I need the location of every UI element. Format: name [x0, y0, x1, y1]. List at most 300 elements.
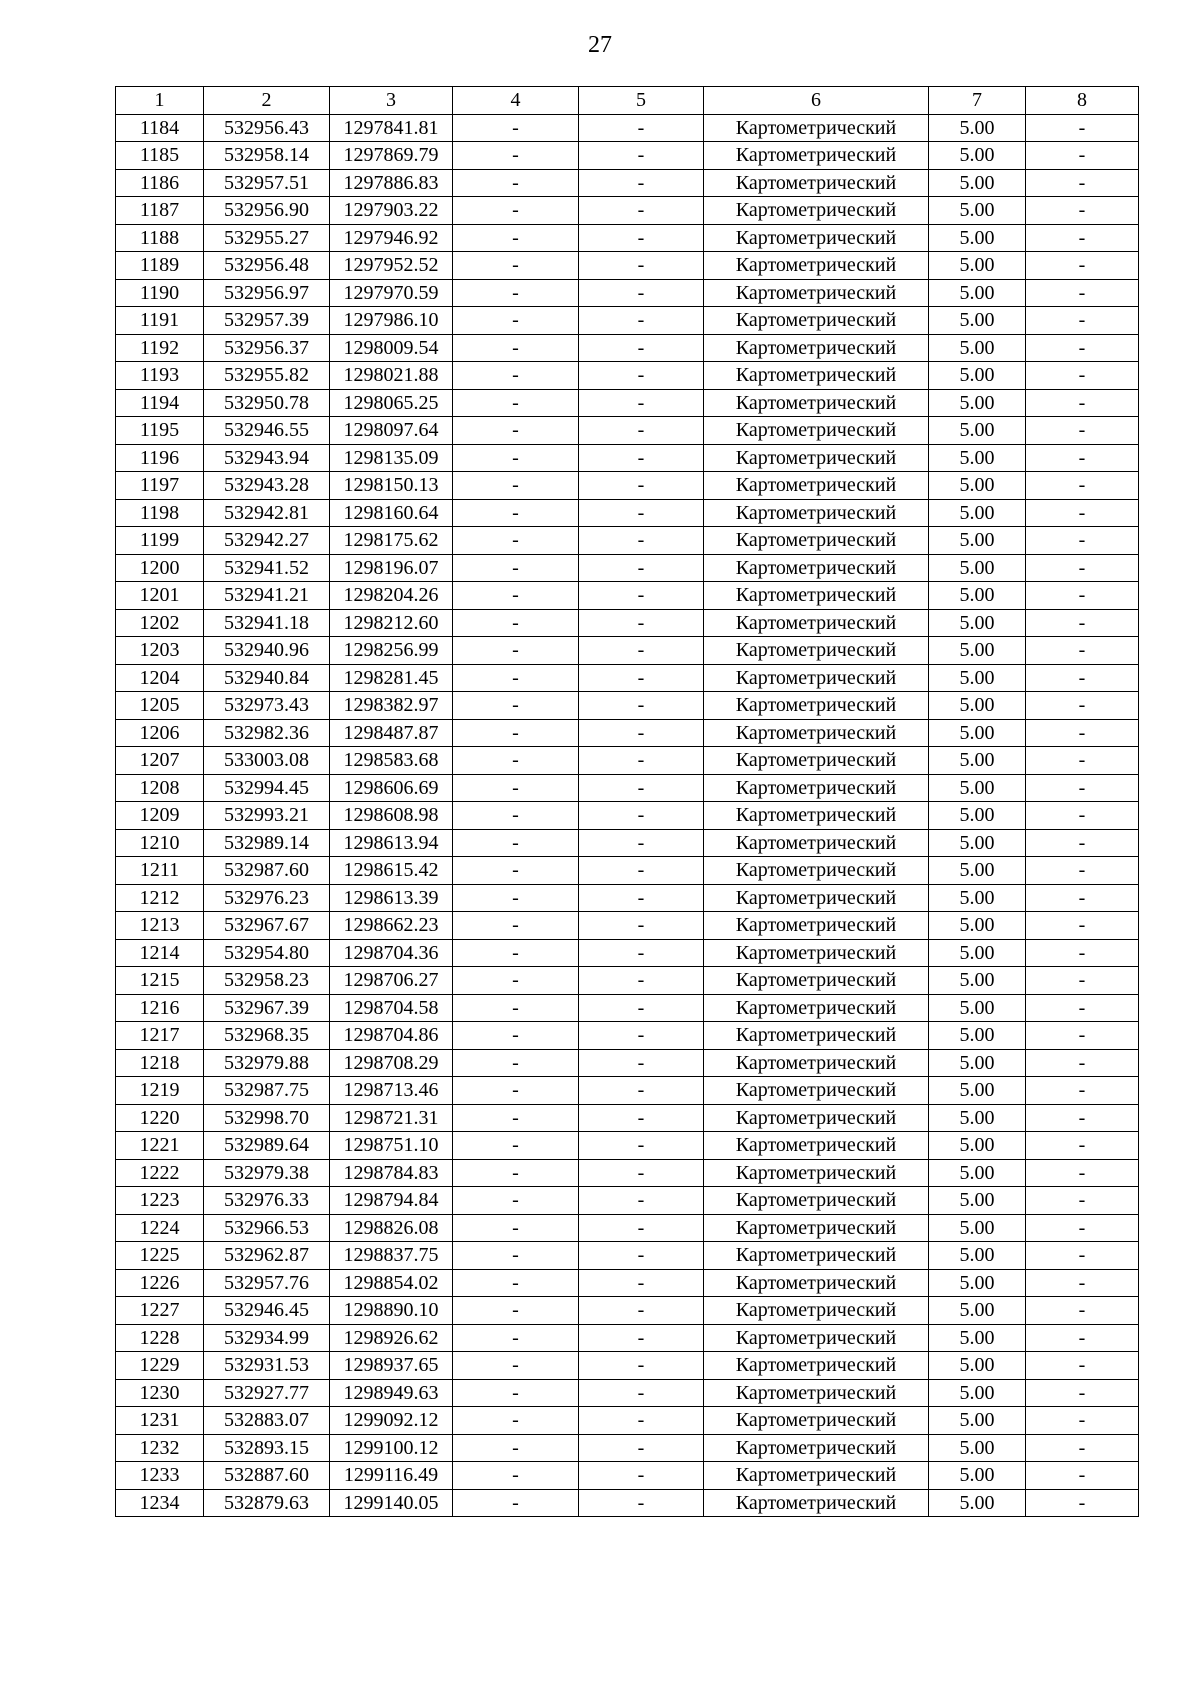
method-cell: Картометрический	[704, 307, 929, 335]
point-number-cell: 1202	[116, 609, 204, 637]
column-5-cell: -	[579, 1214, 704, 1242]
column-8-cell: -	[1026, 307, 1139, 335]
x-coordinate-cell: 532987.75	[204, 1077, 330, 1105]
column-header: 4	[453, 87, 579, 115]
table-row	[116, 527, 1139, 555]
table-row	[116, 939, 1139, 967]
column-8-cell: -	[1026, 1489, 1139, 1517]
method-cell: Картометрический	[704, 884, 929, 912]
y-coordinate-cell: 1297970.59	[330, 279, 453, 307]
column-8-cell: -	[1026, 1379, 1139, 1407]
x-coordinate-cell: 532989.14	[204, 829, 330, 857]
column-4-cell: -	[453, 1159, 579, 1187]
point-number-cell: 1192	[116, 334, 204, 362]
column-8-cell: -	[1026, 224, 1139, 252]
column-8-cell: -	[1026, 114, 1139, 142]
column-8-cell: -	[1026, 1269, 1139, 1297]
table-row	[116, 389, 1139, 417]
column-4-cell: -	[453, 1269, 579, 1297]
y-coordinate-cell: 1298583.68	[330, 747, 453, 775]
y-coordinate-cell: 1298837.75	[330, 1242, 453, 1270]
column-4-cell: -	[453, 802, 579, 830]
column-5-cell: -	[579, 884, 704, 912]
column-5-cell: -	[579, 1159, 704, 1187]
x-coordinate-cell: 532979.38	[204, 1159, 330, 1187]
point-number-cell: 1216	[116, 994, 204, 1022]
column-5-cell: -	[579, 802, 704, 830]
accuracy-cell: 5.00	[929, 692, 1026, 720]
method-cell: Картометрический	[704, 939, 929, 967]
x-coordinate-cell: 532993.21	[204, 802, 330, 830]
table-row	[116, 224, 1139, 252]
column-8-cell: -	[1026, 829, 1139, 857]
y-coordinate-cell: 1298613.39	[330, 884, 453, 912]
table-row	[116, 472, 1139, 500]
table-row	[116, 197, 1139, 225]
method-cell: Картометрический	[704, 417, 929, 445]
table-row	[116, 114, 1139, 142]
table-row	[116, 1462, 1139, 1490]
y-coordinate-cell: 1298606.69	[330, 774, 453, 802]
method-cell: Картометрический	[704, 169, 929, 197]
table-row	[116, 829, 1139, 857]
x-coordinate-cell: 532962.87	[204, 1242, 330, 1270]
column-4-cell: -	[453, 939, 579, 967]
accuracy-cell: 5.00	[929, 857, 1026, 885]
column-4-cell: -	[453, 1077, 579, 1105]
table-row	[116, 1104, 1139, 1132]
x-coordinate-cell: 532940.84	[204, 664, 330, 692]
column-5-cell: -	[579, 224, 704, 252]
method-cell: Картометрический	[704, 1297, 929, 1325]
method-cell: Картометрический	[704, 554, 929, 582]
y-coordinate-cell: 1298704.58	[330, 994, 453, 1022]
point-number-cell: 1197	[116, 472, 204, 500]
y-coordinate-cell: 1298615.42	[330, 857, 453, 885]
x-coordinate-cell: 532942.81	[204, 499, 330, 527]
y-coordinate-cell: 1298196.07	[330, 554, 453, 582]
column-5-cell: -	[579, 1297, 704, 1325]
column-5-cell: -	[579, 1022, 704, 1050]
table-row	[116, 967, 1139, 995]
coordinates-table	[115, 86, 1139, 1517]
accuracy-cell: 5.00	[929, 664, 1026, 692]
column-8-cell: -	[1026, 747, 1139, 775]
y-coordinate-cell: 1297946.92	[330, 224, 453, 252]
column-5-cell: -	[579, 1379, 704, 1407]
point-number-cell: 1196	[116, 444, 204, 472]
y-coordinate-cell: 1298009.54	[330, 334, 453, 362]
accuracy-cell: 5.00	[929, 1352, 1026, 1380]
accuracy-cell: 5.00	[929, 472, 1026, 500]
table-row	[116, 637, 1139, 665]
y-coordinate-cell: 1298890.10	[330, 1297, 453, 1325]
column-8-cell: -	[1026, 1324, 1139, 1352]
y-coordinate-cell: 1298021.88	[330, 362, 453, 390]
column-8-cell: -	[1026, 417, 1139, 445]
method-cell: Картометрический	[704, 224, 929, 252]
x-coordinate-cell: 532957.51	[204, 169, 330, 197]
method-cell: Картометрический	[704, 747, 929, 775]
method-cell: Картометрический	[704, 774, 929, 802]
column-4-cell: -	[453, 554, 579, 582]
y-coordinate-cell: 1298662.23	[330, 912, 453, 940]
x-coordinate-cell: 532879.63	[204, 1489, 330, 1517]
y-coordinate-cell: 1299100.12	[330, 1434, 453, 1462]
point-number-cell: 1191	[116, 307, 204, 335]
column-5-cell: -	[579, 417, 704, 445]
point-number-cell: 1199	[116, 527, 204, 555]
point-number-cell: 1224	[116, 1214, 204, 1242]
method-cell: Картометрический	[704, 1462, 929, 1490]
method-cell: Картометрический	[704, 664, 929, 692]
method-cell: Картометрический	[704, 1269, 929, 1297]
y-coordinate-cell: 1298708.29	[330, 1049, 453, 1077]
x-coordinate-cell: 532956.37	[204, 334, 330, 362]
column-header: 5	[579, 87, 704, 115]
column-8-cell: -	[1026, 1407, 1139, 1435]
column-4-cell: -	[453, 747, 579, 775]
column-8-cell: -	[1026, 1132, 1139, 1160]
column-4-cell: -	[453, 1022, 579, 1050]
column-5-cell: -	[579, 1352, 704, 1380]
column-5-cell: -	[579, 1489, 704, 1517]
method-cell: Картометрический	[704, 114, 929, 142]
column-header: 7	[929, 87, 1026, 115]
point-number-cell: 1209	[116, 802, 204, 830]
column-8-cell: -	[1026, 1187, 1139, 1215]
column-5-cell: -	[579, 747, 704, 775]
point-number-cell: 1227	[116, 1297, 204, 1325]
accuracy-cell: 5.00	[929, 884, 1026, 912]
column-8-cell: -	[1026, 444, 1139, 472]
table-row	[116, 279, 1139, 307]
column-8-cell: -	[1026, 1352, 1139, 1380]
column-5-cell: -	[579, 169, 704, 197]
method-cell: Картометрический	[704, 1049, 929, 1077]
accuracy-cell: 5.00	[929, 334, 1026, 362]
column-5-cell: -	[579, 857, 704, 885]
accuracy-cell: 5.00	[929, 1049, 1026, 1077]
column-5-cell: -	[579, 1187, 704, 1215]
x-coordinate-cell: 532982.36	[204, 719, 330, 747]
column-5-cell: -	[579, 609, 704, 637]
accuracy-cell: 5.00	[929, 114, 1026, 142]
table-body	[116, 114, 1139, 1517]
column-8-cell: -	[1026, 362, 1139, 390]
accuracy-cell: 5.00	[929, 1022, 1026, 1050]
column-8-cell: -	[1026, 1434, 1139, 1462]
column-4-cell: -	[453, 169, 579, 197]
accuracy-cell: 5.00	[929, 142, 1026, 170]
y-coordinate-cell: 1297841.81	[330, 114, 453, 142]
point-number-cell: 1195	[116, 417, 204, 445]
point-number-cell: 1217	[116, 1022, 204, 1050]
table-row	[116, 719, 1139, 747]
table-row	[116, 664, 1139, 692]
method-cell: Картометрический	[704, 279, 929, 307]
x-coordinate-cell: 532956.97	[204, 279, 330, 307]
method-cell: Картометрический	[704, 499, 929, 527]
point-number-cell: 1220	[116, 1104, 204, 1132]
method-cell: Картометрический	[704, 362, 929, 390]
method-cell: Картометрический	[704, 472, 929, 500]
column-5-cell: -	[579, 994, 704, 1022]
column-8-cell: -	[1026, 527, 1139, 555]
x-coordinate-cell: 532940.96	[204, 637, 330, 665]
column-5-cell: -	[579, 554, 704, 582]
column-4-cell: -	[453, 582, 579, 610]
point-number-cell: 1213	[116, 912, 204, 940]
point-number-cell: 1221	[116, 1132, 204, 1160]
y-coordinate-cell: 1298949.63	[330, 1379, 453, 1407]
column-5-cell: -	[579, 1324, 704, 1352]
column-4-cell: -	[453, 719, 579, 747]
column-8-cell: -	[1026, 884, 1139, 912]
column-5-cell: -	[579, 142, 704, 170]
column-4-cell: -	[453, 224, 579, 252]
point-number-cell: 1218	[116, 1049, 204, 1077]
column-8-cell: -	[1026, 169, 1139, 197]
column-4-cell: -	[453, 142, 579, 170]
accuracy-cell: 5.00	[929, 1104, 1026, 1132]
x-coordinate-cell: 532950.78	[204, 389, 330, 417]
column-4-cell: -	[453, 307, 579, 335]
column-4-cell: -	[453, 252, 579, 280]
method-cell: Картометрический	[704, 1489, 929, 1517]
y-coordinate-cell: 1297886.83	[330, 169, 453, 197]
column-5-cell: -	[579, 637, 704, 665]
column-5-cell: -	[579, 939, 704, 967]
y-coordinate-cell: 1298706.27	[330, 967, 453, 995]
column-5-cell: -	[579, 664, 704, 692]
accuracy-cell: 5.00	[929, 252, 1026, 280]
column-4-cell: -	[453, 884, 579, 912]
accuracy-cell: 5.00	[929, 1242, 1026, 1270]
point-number-cell: 1185	[116, 142, 204, 170]
point-number-cell: 1190	[116, 279, 204, 307]
table-row	[116, 747, 1139, 775]
column-8-cell: -	[1026, 609, 1139, 637]
accuracy-cell: 5.00	[929, 1489, 1026, 1517]
column-4-cell: -	[453, 1132, 579, 1160]
column-4-cell: -	[453, 637, 579, 665]
method-cell: Картометрический	[704, 1379, 929, 1407]
column-4-cell: -	[453, 1352, 579, 1380]
accuracy-cell: 5.00	[929, 802, 1026, 830]
accuracy-cell: 5.00	[929, 829, 1026, 857]
method-cell: Картометрический	[704, 252, 929, 280]
page-number: 27	[588, 32, 612, 58]
x-coordinate-cell: 532956.90	[204, 197, 330, 225]
y-coordinate-cell: 1298794.84	[330, 1187, 453, 1215]
x-coordinate-cell: 532942.27	[204, 527, 330, 555]
accuracy-cell: 5.00	[929, 527, 1026, 555]
method-cell: Картометрический	[704, 1159, 929, 1187]
y-coordinate-cell: 1298937.65	[330, 1352, 453, 1380]
column-5-cell: -	[579, 362, 704, 390]
column-8-cell: -	[1026, 197, 1139, 225]
column-4-cell: -	[453, 444, 579, 472]
column-8-cell: -	[1026, 637, 1139, 665]
table-row	[116, 1324, 1139, 1352]
accuracy-cell: 5.00	[929, 279, 1026, 307]
method-cell: Картометрический	[704, 1077, 929, 1105]
x-coordinate-cell: 532927.77	[204, 1379, 330, 1407]
column-4-cell: -	[453, 1049, 579, 1077]
table-row	[116, 1269, 1139, 1297]
method-cell: Картометрический	[704, 829, 929, 857]
accuracy-cell: 5.00	[929, 224, 1026, 252]
table-row	[116, 142, 1139, 170]
column-8-cell: -	[1026, 692, 1139, 720]
method-cell: Картометрический	[704, 719, 929, 747]
table-row	[116, 554, 1139, 582]
x-coordinate-cell: 532883.07	[204, 1407, 330, 1435]
x-coordinate-cell: 532931.53	[204, 1352, 330, 1380]
y-coordinate-cell: 1298704.86	[330, 1022, 453, 1050]
table-row	[116, 1214, 1139, 1242]
column-8-cell: -	[1026, 252, 1139, 280]
column-8-cell: -	[1026, 142, 1139, 170]
column-8-cell: -	[1026, 857, 1139, 885]
table-row	[116, 417, 1139, 445]
y-coordinate-cell: 1298256.99	[330, 637, 453, 665]
accuracy-cell: 5.00	[929, 994, 1026, 1022]
y-coordinate-cell: 1298608.98	[330, 802, 453, 830]
accuracy-cell: 5.00	[929, 197, 1026, 225]
table-row	[116, 1297, 1139, 1325]
column-4-cell: -	[453, 912, 579, 940]
point-number-cell: 1222	[116, 1159, 204, 1187]
point-number-cell: 1211	[116, 857, 204, 885]
x-coordinate-cell: 532987.60	[204, 857, 330, 885]
table-row	[116, 774, 1139, 802]
point-number-cell: 1206	[116, 719, 204, 747]
y-coordinate-cell: 1297903.22	[330, 197, 453, 225]
point-number-cell: 1228	[116, 1324, 204, 1352]
column-5-cell: -	[579, 197, 704, 225]
y-coordinate-cell: 1298784.83	[330, 1159, 453, 1187]
method-cell: Картометрический	[704, 1214, 929, 1242]
accuracy-cell: 5.00	[929, 1297, 1026, 1325]
point-number-cell: 1219	[116, 1077, 204, 1105]
x-coordinate-cell: 532979.88	[204, 1049, 330, 1077]
accuracy-cell: 5.00	[929, 307, 1026, 335]
table-row	[116, 1434, 1139, 1462]
point-number-cell: 1187	[116, 197, 204, 225]
method-cell: Картометрический	[704, 802, 929, 830]
y-coordinate-cell: 1297869.79	[330, 142, 453, 170]
accuracy-cell: 5.00	[929, 1434, 1026, 1462]
y-coordinate-cell: 1299116.49	[330, 1462, 453, 1490]
accuracy-cell: 5.00	[929, 1214, 1026, 1242]
accuracy-cell: 5.00	[929, 967, 1026, 995]
method-cell: Картометрический	[704, 912, 929, 940]
point-number-cell: 1230	[116, 1379, 204, 1407]
column-4-cell: -	[453, 967, 579, 995]
column-4-cell: -	[453, 499, 579, 527]
column-5-cell: -	[579, 444, 704, 472]
table-row	[116, 1489, 1139, 1517]
column-5-cell: -	[579, 829, 704, 857]
point-number-cell: 1210	[116, 829, 204, 857]
point-number-cell: 1229	[116, 1352, 204, 1380]
table-row	[116, 1379, 1139, 1407]
accuracy-cell: 5.00	[929, 1077, 1026, 1105]
column-4-cell: -	[453, 994, 579, 1022]
x-coordinate-cell: 532968.35	[204, 1022, 330, 1050]
x-coordinate-cell: 532998.70	[204, 1104, 330, 1132]
column-4-cell: -	[453, 197, 579, 225]
accuracy-cell: 5.00	[929, 719, 1026, 747]
y-coordinate-cell: 1298854.02	[330, 1269, 453, 1297]
point-number-cell: 1234	[116, 1489, 204, 1517]
table-row	[116, 444, 1139, 472]
accuracy-cell: 5.00	[929, 747, 1026, 775]
x-coordinate-cell: 532934.99	[204, 1324, 330, 1352]
y-coordinate-cell: 1298704.36	[330, 939, 453, 967]
table-row	[116, 884, 1139, 912]
y-coordinate-cell: 1298135.09	[330, 444, 453, 472]
x-coordinate-cell: 532943.28	[204, 472, 330, 500]
table-row	[116, 499, 1139, 527]
column-4-cell: -	[453, 1379, 579, 1407]
column-8-cell: -	[1026, 967, 1139, 995]
method-cell: Картометрический	[704, 637, 929, 665]
column-4-cell: -	[453, 692, 579, 720]
column-8-cell: -	[1026, 554, 1139, 582]
method-cell: Картометрический	[704, 1104, 929, 1132]
x-coordinate-cell: 532966.53	[204, 1214, 330, 1242]
column-8-cell: -	[1026, 1022, 1139, 1050]
column-8-cell: -	[1026, 279, 1139, 307]
column-4-cell: -	[453, 664, 579, 692]
method-cell: Картометрический	[704, 334, 929, 362]
accuracy-cell: 5.00	[929, 582, 1026, 610]
point-number-cell: 1225	[116, 1242, 204, 1270]
column-5-cell: -	[579, 1104, 704, 1132]
table-row	[116, 994, 1139, 1022]
column-8-cell: -	[1026, 912, 1139, 940]
y-coordinate-cell: 1298204.26	[330, 582, 453, 610]
column-8-cell: -	[1026, 939, 1139, 967]
x-coordinate-cell: 532943.94	[204, 444, 330, 472]
y-coordinate-cell: 1298487.87	[330, 719, 453, 747]
column-5-cell: -	[579, 472, 704, 500]
table-row	[116, 1407, 1139, 1435]
column-5-cell: -	[579, 1462, 704, 1490]
column-header: 3	[330, 87, 453, 115]
column-4-cell: -	[453, 417, 579, 445]
x-coordinate-cell: 532955.27	[204, 224, 330, 252]
table-row	[116, 252, 1139, 280]
table-row	[116, 1049, 1139, 1077]
column-4-cell: -	[453, 279, 579, 307]
point-number-cell: 1188	[116, 224, 204, 252]
column-8-cell: -	[1026, 499, 1139, 527]
column-4-cell: -	[453, 1462, 579, 1490]
accuracy-cell: 5.00	[929, 912, 1026, 940]
x-coordinate-cell: 532941.52	[204, 554, 330, 582]
accuracy-cell: 5.00	[929, 554, 1026, 582]
column-header: 1	[116, 87, 204, 115]
accuracy-cell: 5.00	[929, 499, 1026, 527]
column-5-cell: -	[579, 114, 704, 142]
table-row	[116, 1187, 1139, 1215]
column-5-cell: -	[579, 389, 704, 417]
method-cell: Картометрический	[704, 1187, 929, 1215]
